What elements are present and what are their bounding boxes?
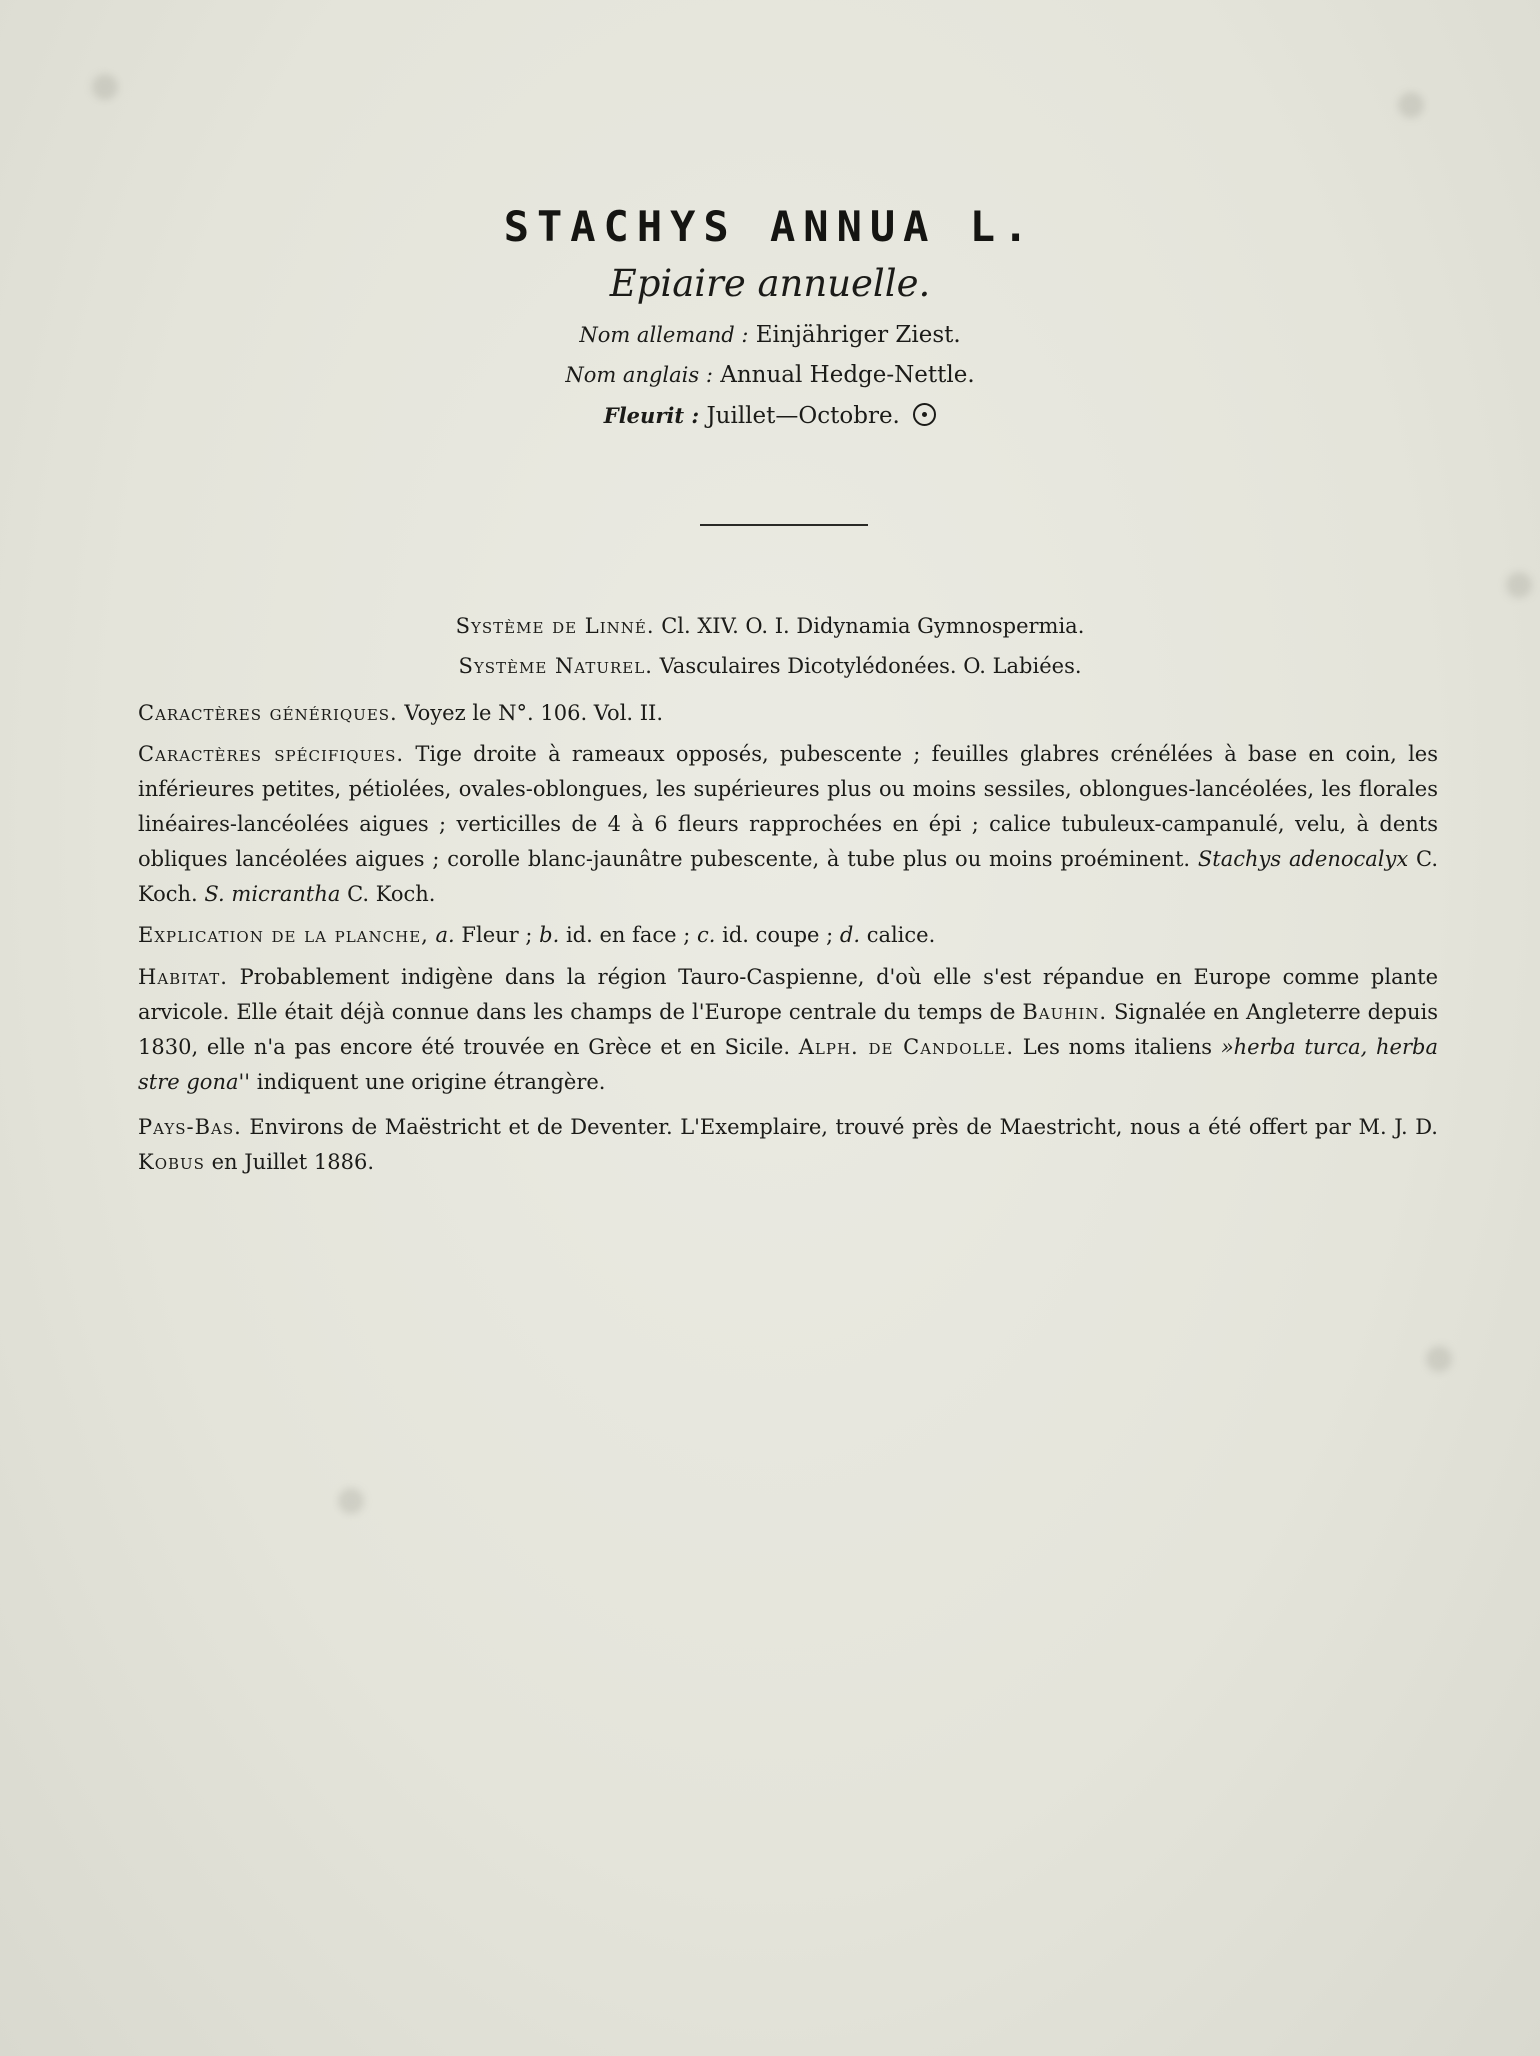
natural-system-line <box>0 654 1540 678</box>
synonym-1-author: C. Koch. <box>138 847 1438 906</box>
fig-c-text: id. coupe ; <box>722 923 834 947</box>
habitat-text-4: '' indiquent une origine étrangère. <box>238 1070 606 1094</box>
synonym-1-name: Stachys adenocalyx <box>1197 847 1409 871</box>
generiques-label: Caractères génériques. <box>138 701 398 725</box>
specifiques-text: Tige droite à rameaux opposés, pubescente ; feuilles glabres crénélées à base en coin, les inférieures petites, pétiolées, ovales-oblongues, les supérieures plus ou moins sessiles, oblongues-lancéolées, les florales linéaires-lancéolées aigues ; verticilles de 4 à 6 fleurs rapprochées en épi ; calice tubuleux-campanulé, velu, à dents obliques lancéolées aigues ; corolle blanc-jaunâtre pubescente, à tube plus ou moins proéminent. <box>138 742 1438 871</box>
bauhin-name: Bauhin. <box>1022 1000 1108 1024</box>
linne-label: Système de Linné. <box>455 614 655 638</box>
german-name-line <box>0 322 1540 348</box>
explication-label: Explication de la planche, <box>138 923 429 947</box>
habitat-text-2: Signalée en Angleterre depuis 1830, elle n'a pas encore été trouvée en Grèce et en Sicile. <box>138 1000 1438 1059</box>
page-title: STACHYS ANNUA L. <box>503 202 1037 251</box>
generiques-text: Voyez le N°. 106. Vol. II. <box>404 701 664 725</box>
flowering-line <box>0 403 1540 429</box>
plate-explanation-paragraph <box>138 918 1438 953</box>
linne-text: Cl. XIV. O. I. Didynamia Gymnospermia. <box>661 614 1085 638</box>
fig-b-text: id. en face ; <box>565 923 691 947</box>
habitat-label: Habitat. <box>138 965 228 989</box>
fig-c-letter: c. <box>697 923 716 947</box>
fig-a-text: Fleur ; <box>461 923 533 947</box>
synonym-2-author: C. Koch. <box>347 882 436 906</box>
naturel-text: Vasculaires Dicotylédonées. O. Labiées. <box>659 654 1082 678</box>
habitat-text-1: Probablement indigène dans la région Tauro-Caspienne, d'où elle s'est répandue en Europe comme plante arvicole. Elle était déjà connue dans les champs de l'Europe centrale du temps de <box>138 965 1438 1024</box>
habitat-text-3: Les noms italiens <box>1022 1035 1213 1059</box>
candolle-name: Alph. de Candolle. <box>798 1035 1015 1059</box>
flower-value: Juillet—Octobre. <box>706 403 900 429</box>
german-label: Nom allemand : <box>579 323 749 347</box>
fig-d-letter: d. <box>839 923 860 947</box>
naturel-label: Système Naturel. <box>458 654 653 678</box>
paysbas-text-2: en Juillet 1886. <box>211 1150 375 1174</box>
italian-names: »herba turca, herba stre gona <box>138 1035 1438 1094</box>
paper-stain <box>92 74 118 100</box>
german-value: Einjähriger Ziest. <box>755 322 961 348</box>
netherlands-paragraph <box>138 1110 1438 1180</box>
english-label: Nom anglais : <box>565 363 713 387</box>
paper-stain <box>1426 1346 1452 1372</box>
page-subtitle: Epiaire annuelle. <box>609 262 931 305</box>
habitat-paragraph <box>138 960 1438 1100</box>
divider <box>700 524 868 526</box>
english-name-line <box>0 362 1540 388</box>
paper-stain <box>1506 572 1532 598</box>
paper-stain <box>338 1488 364 1514</box>
specific-characters-paragraph <box>138 737 1438 912</box>
fig-d-text: calice. <box>866 923 936 947</box>
fig-a-letter: a. <box>435 923 455 947</box>
english-value: Annual Hedge-Nettle. <box>720 362 975 388</box>
paysbas-text-1: Environs de Maëstricht et de Deventer. L'Exemplaire, trouvé près de Maestricht, nous a été offert par M. J. D. <box>249 1115 1438 1139</box>
annual-symbol-icon <box>913 403 936 426</box>
synonym-2-name: S. micrantha <box>204 882 341 906</box>
fig-b-letter: b. <box>539 923 560 947</box>
specifiques-label: Caractères spécifiques. <box>138 742 405 766</box>
flower-label: Fleurit : <box>603 403 700 428</box>
linne-system-line <box>0 614 1540 638</box>
generic-characters-paragraph <box>138 696 1438 731</box>
kobus-name: Kobus <box>138 1150 205 1174</box>
paper-stain <box>1398 92 1424 118</box>
paysbas-label: Pays-Bas. <box>138 1115 242 1139</box>
